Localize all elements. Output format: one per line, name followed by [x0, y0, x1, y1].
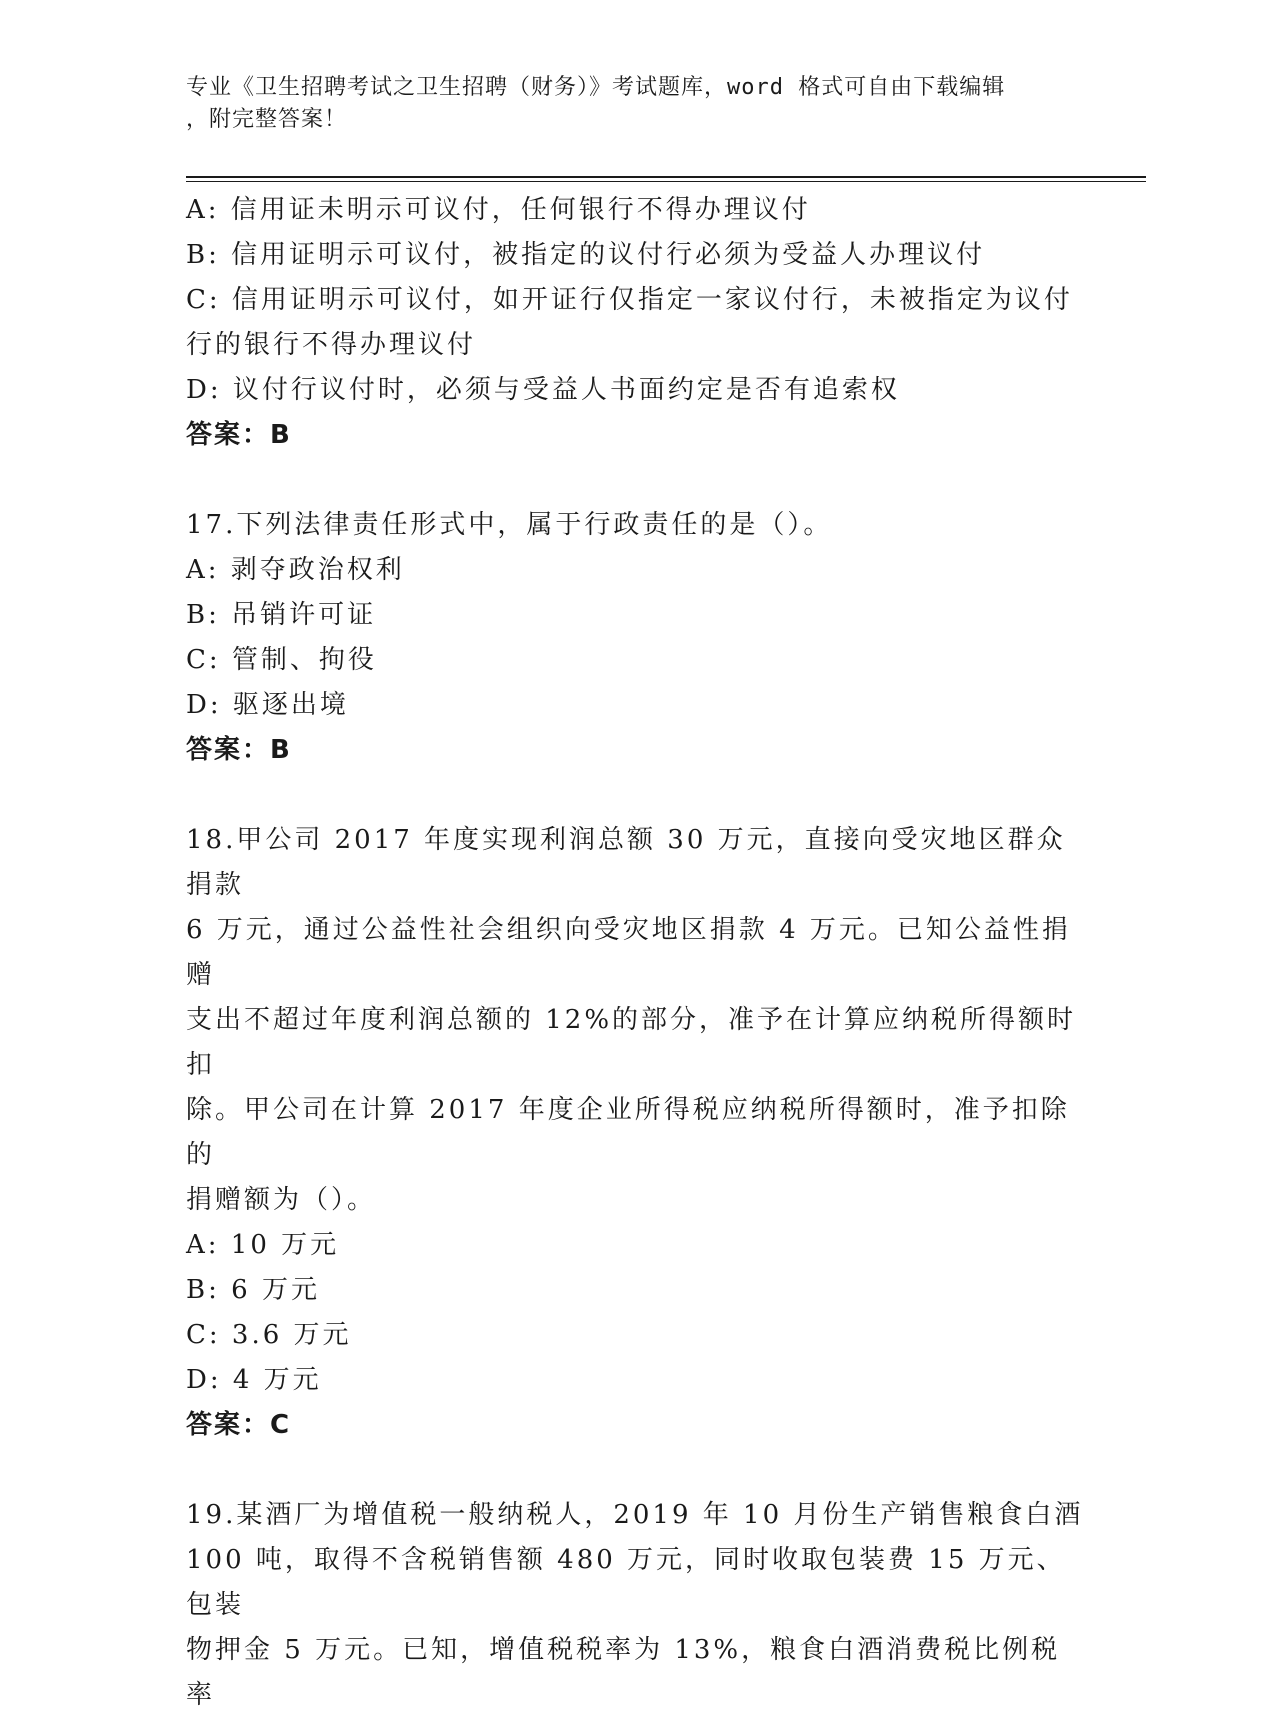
q18-answer: 答案：C [186, 1410, 292, 1440]
q18-option-c: C: 3.6 万元 [186, 1320, 352, 1350]
q18-stem-line-2: 6 万元，通过公益性社会组织向受灾地区捐款 4 万元。已知公益性捐赠 [186, 915, 1071, 990]
header-divider-thick [186, 176, 1146, 178]
header-line-1: 专业《卫生招聘考试之卫生招聘（财务）》考试题库，word 格式可自由下载编辑 [186, 75, 1006, 100]
question-17-block [186, 503, 1086, 773]
question-18-block [186, 818, 1086, 1448]
q16-option-d: D: 议付行议付时，必须与受益人书面约定是否有追索权 [186, 375, 900, 405]
q17-answer: 答案：B [186, 735, 292, 765]
q18-option-b: B: 6 万元 [186, 1275, 320, 1305]
spacer [186, 458, 1086, 503]
q16-option-a: A: 信用证未明示可议付，任何银行不得办理议付 [186, 195, 811, 225]
q16-option-c-line-2: 行的银行不得办理议付 [186, 330, 477, 360]
question-19-block [186, 1493, 1086, 1718]
q18-stem-line-3: 支出不超过年度利润总额的 12%的部分，准予在计算应纳税所得额时扣 [186, 1005, 1077, 1080]
q17-option-d: D: 驱逐出境 [186, 690, 349, 720]
q16-answer: 答案：B [186, 420, 292, 450]
q18-option-a: A: 10 万元 [186, 1230, 340, 1260]
q16-option-c-line-1: C: 信用证明示可议付，如开证行仅指定一家议付行，未被指定为议付 [186, 285, 1073, 315]
q19-stem-line-2: 100 吨，取得不含税销售额 480 万元，同时收取包装费 15 万元、包装 [186, 1545, 1066, 1620]
spacer [186, 1448, 1086, 1493]
document-body [186, 188, 1086, 1718]
q17-stem: 17.下列法律责任形式中，属于行政责任的是（）。 [186, 510, 833, 540]
spacer [186, 773, 1086, 818]
q17-option-c: C: 管制、拘役 [186, 645, 377, 675]
question-16-block [186, 188, 1086, 458]
q17-option-a: A: 剥夺政治权利 [186, 555, 405, 585]
header-divider-thin [186, 181, 1146, 182]
q17-option-b: B: 吊销许可证 [186, 600, 377, 630]
q19-stem-line-1: 19.某酒厂为增值税一般纳税人，2019 年 10 月份生产销售粮食白酒 [186, 1500, 1084, 1530]
q19-stem-line-3: 物押金 5 万元。已知，增值税税率为 13%，粮食白酒消费税比例税率 [186, 1635, 1061, 1710]
q18-stem-line-1: 18.甲公司 2017 年度实现利润总额 30 万元，直接向受灾地区群众捐款 [186, 825, 1066, 900]
q18-stem-line-4: 除。甲公司在计算 2017 年度企业所得税应纳税所得额时，准予扣除的 [186, 1095, 1070, 1170]
header-line-2: ，附完整答案！ [186, 107, 348, 132]
document-header [186, 72, 1066, 136]
q18-option-d: D: 4 万元 [186, 1365, 322, 1395]
q18-stem-line-5: 捐赠额为（）。 [186, 1185, 377, 1215]
q16-option-b: B: 信用证明示可议付，被指定的议付行必须为受益人办理议付 [186, 240, 986, 270]
